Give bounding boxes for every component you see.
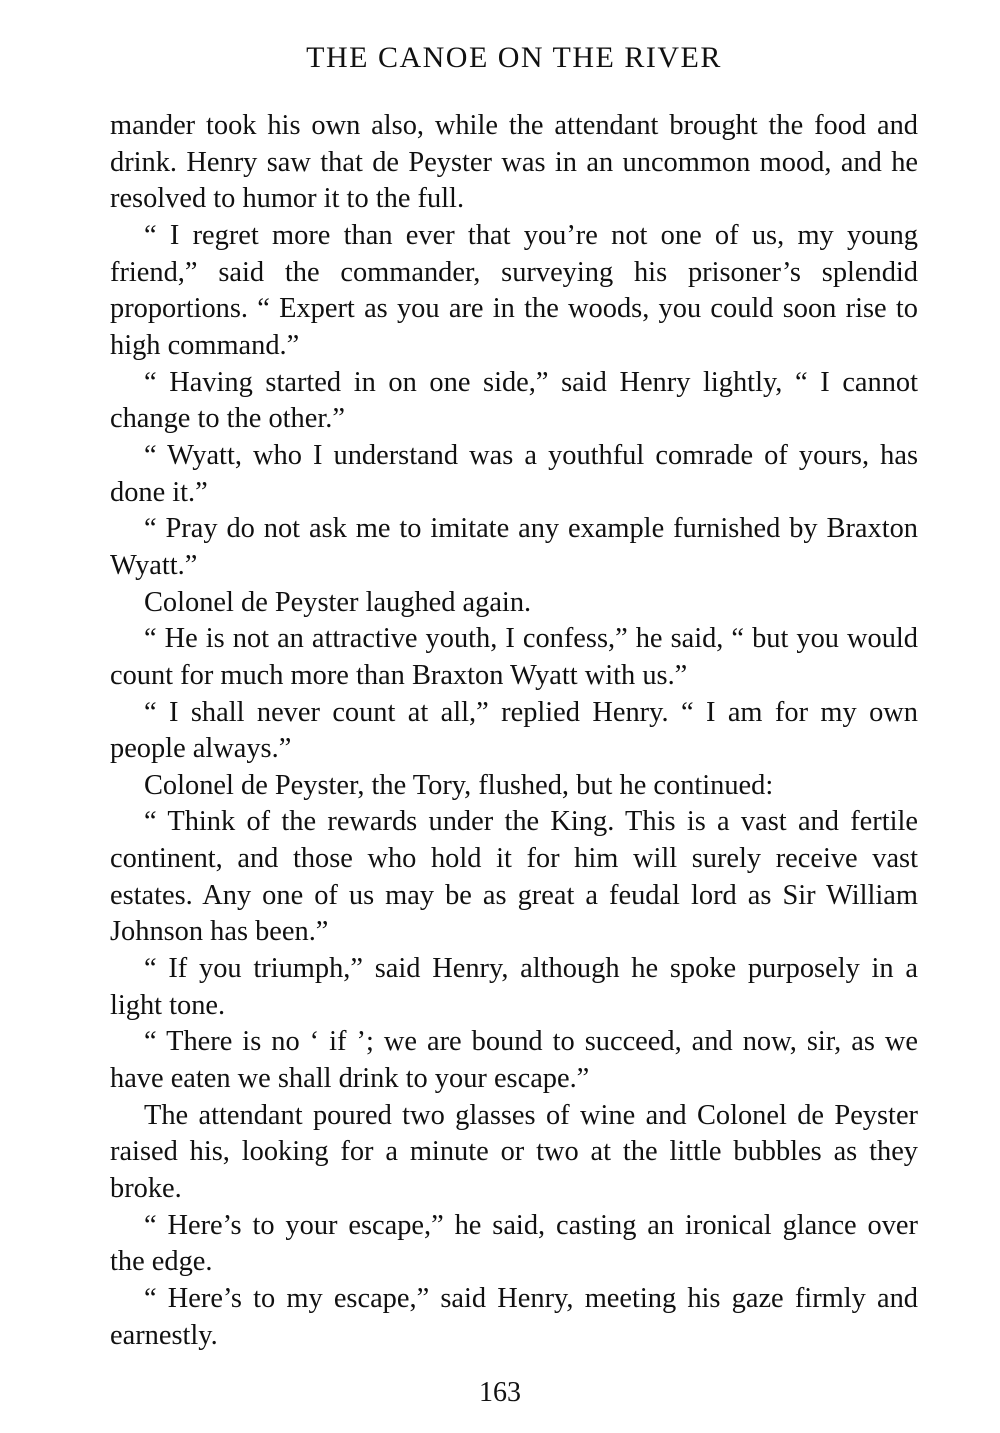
paragraph-5: “ Pray do not ask me to imitate any example furnished by Braxton Wyatt.” [110, 513, 918, 581]
paragraph-12: “ There is no ‘ if ’; we are bound to succeed, and now, sir, as we have eaten we shall drink to your escape.” [110, 1026, 918, 1095]
paragraph-7: “ He is not an attractive youth, I confess,” he said, “ but you would count for much more than Braxton Wyatt with us.” [110, 623, 918, 691]
paragraph-13: The attendant poured two glasses of wine and Colonel de Peyster raised his, looking for a minute or two at the little bubbles as they broke. [110, 1099, 918, 1205]
page-body [110, 108, 918, 1354]
paragraph-6: Colonel de Peyster laughed again. [144, 586, 532, 618]
paragraph-9: Colonel de Peyster, the Tory, flushed, but he continued: [144, 769, 774, 801]
paragraph-1: mander took his own also, while the attendant brought the food and drink. Henry saw that de Peyster was in an uncommon mood, and he resolved to humor it to the full. [110, 110, 918, 215]
paragraph-2: “ I regret more than ever that you’re not one of us, my young friend,” said the commander, surveying his prisoner’s splendid proportions. “ Expert as you are in the woods, you could soon rise to high command.” [110, 219, 918, 361]
paragraph-14: “ Here’s to your escape,” he said, casting an ironical glance over the edge. [110, 1209, 918, 1278]
paragraph-15: “ Here’s to my escape,” said Henry, meeting his gaze firmly and earnestly. [110, 1283, 918, 1351]
paragraph-3: “ Having started in on one side,” said Henry lightly, “ I cannot change to the other.” [110, 366, 918, 435]
running-head: THE CANOE ON THE RIVER [306, 41, 722, 74]
paragraph-11: “ If you triumph,” said Henry, although he spoke purposely in a light tone. [110, 953, 918, 1021]
book-page [110, 40, 918, 1354]
paragraph-8: “ I shall never count at all,” replied Henry. “ I am for my own people always.” [110, 696, 918, 765]
paragraph-4: “ Wyatt, who I understand was a youthful comrade of yours, has done it.” [110, 439, 918, 508]
paragraph-10: “ Think of the rewards under the King. This is a vast and fertile continent, and those who hold it for him will surely receive vast estates. Any one of us may be as great a feudal lord as Sir William Johnson has been.” [110, 806, 918, 948]
page-number: 163 [479, 1377, 521, 1408]
